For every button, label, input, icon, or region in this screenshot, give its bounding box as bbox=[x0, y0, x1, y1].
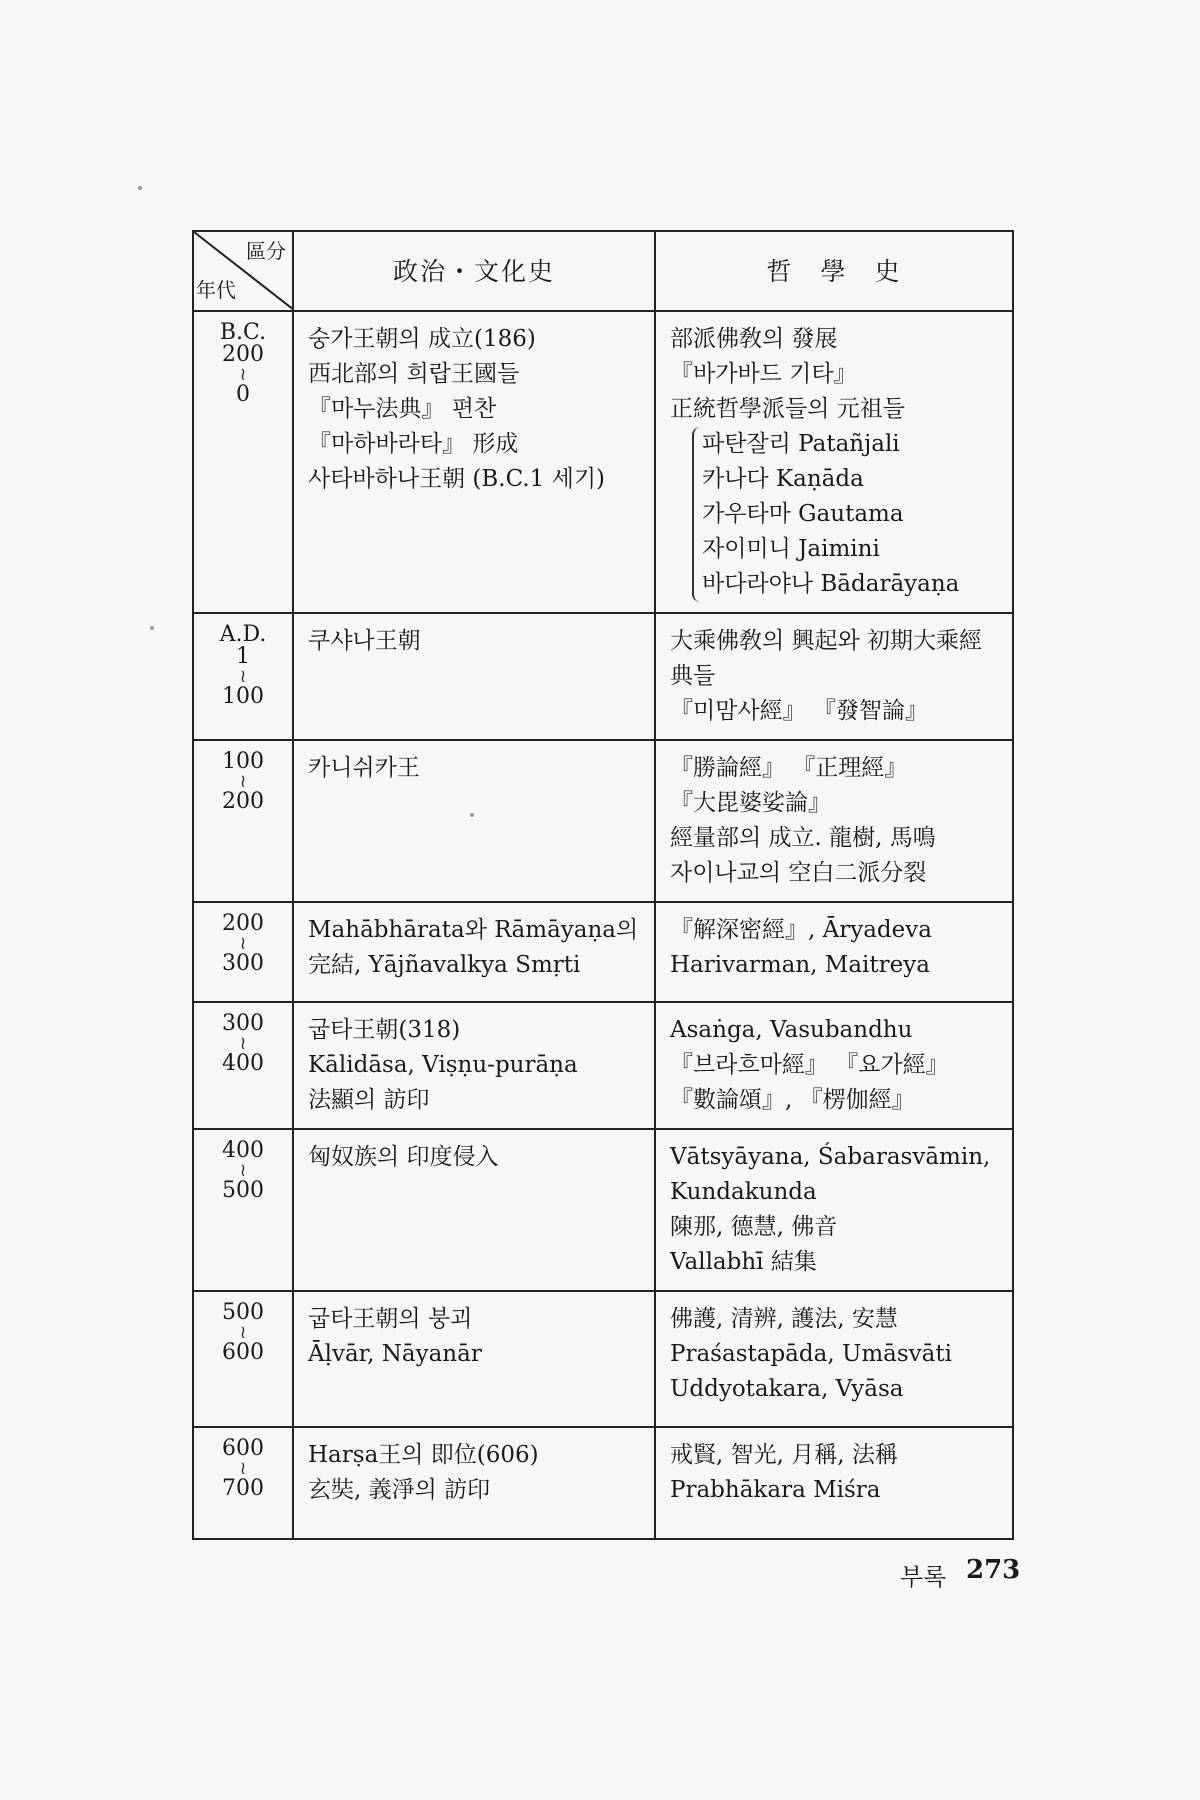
philosophy-cell bbox=[655, 1427, 1013, 1539]
philosophy-entry: 『解深密經』, Āryadeva bbox=[670, 917, 932, 943]
era-cell bbox=[193, 740, 293, 902]
philosophy-entry: Uddyotakara, Vyāsa bbox=[670, 1376, 904, 1402]
era-text: 200 bbox=[222, 789, 264, 814]
philosophy-entry: 戒賢, 智光, 月稱, 法稱 bbox=[670, 1442, 898, 1468]
corner-header-cell bbox=[193, 231, 293, 311]
political-entry: 카니쉬카王 bbox=[308, 755, 420, 781]
era-text: 100 bbox=[222, 749, 264, 774]
era-text: 600 bbox=[222, 1436, 264, 1461]
political-entry: 玄奘, 義淨의 訪印 bbox=[308, 1477, 491, 1503]
philosophy-cell bbox=[655, 1291, 1013, 1427]
table-row bbox=[193, 1129, 1013, 1291]
philosophy-entry: Vallabhī 結集 bbox=[670, 1249, 817, 1275]
political-entry: 사타바하나王朝 (B.C.1 세기) bbox=[308, 466, 606, 492]
scan-speck bbox=[150, 626, 154, 630]
era-text: 500 bbox=[222, 1300, 264, 1325]
school-founder-entry: 바다라야나 Bādarāyaṇa bbox=[702, 571, 960, 597]
era-text: 400 bbox=[222, 1138, 264, 1163]
philosophy-entry: 『미맘사經』 『發智論』 bbox=[670, 698, 928, 724]
philosophy-entry: Harivarman, Maitreya bbox=[670, 952, 930, 978]
political-entry: 西北部의 희랍王國들 bbox=[308, 361, 520, 387]
philosophy-entry: 部派佛敎의 發展 bbox=[670, 326, 838, 352]
corner-category-label: 區分 bbox=[246, 239, 286, 263]
era-text: 500 bbox=[222, 1178, 264, 1203]
political-entry: 굽타王朝의 붕괴 bbox=[308, 1306, 473, 1332]
philosophy-cell bbox=[655, 613, 1013, 740]
era-text: ≀ bbox=[239, 1160, 247, 1181]
philosophy-cell bbox=[655, 1002, 1013, 1129]
era-text: ≀ bbox=[239, 1322, 247, 1343]
philosophy-entry: Praśastapāda, Umāsvāti bbox=[670, 1341, 952, 1367]
era-text: 300 bbox=[222, 1011, 264, 1036]
political-entry: Mahābhārata와 Rāmāyaṇa의 bbox=[308, 917, 639, 943]
scan-speck bbox=[138, 186, 142, 190]
political-cell bbox=[293, 311, 655, 613]
political-entry: Kālidāsa, Viṣṇu-purāṇa bbox=[308, 1052, 578, 1078]
philosophy-entry: 『大毘婆娑論』 bbox=[670, 790, 831, 816]
school-founder-entry: 파탄잘리 Patañjali bbox=[702, 431, 900, 457]
philosophy-entry: Vātsyāyana, Śabarasvāmin, bbox=[670, 1144, 991, 1170]
school-founder-entry: 가우타마 Gautama bbox=[702, 501, 904, 527]
page-number: 273 bbox=[966, 1555, 1021, 1585]
era-text: 1 bbox=[236, 644, 250, 669]
era-cell bbox=[193, 311, 293, 613]
political-entry: 『마누法典』 편찬 bbox=[308, 396, 497, 422]
era-text: 600 bbox=[222, 1340, 264, 1365]
philosophy-entry: 經量部의 成立. 龍樹, 馬鳴 bbox=[670, 825, 936, 851]
philosophy-cell bbox=[655, 1129, 1013, 1291]
philosophy-entry: 자이나교의 空白二派分裂 bbox=[670, 860, 927, 886]
era-text: ≀ bbox=[239, 1033, 247, 1054]
table-row bbox=[193, 311, 1013, 613]
era-text: ≀ bbox=[239, 666, 247, 687]
philosophy-entry: 正統哲學派들의 元祖들 bbox=[670, 396, 905, 422]
philosophy-entry: 『브라흐마經』 『요가經』 bbox=[670, 1052, 949, 1078]
era-text: 200 bbox=[222, 911, 264, 936]
political-cell bbox=[293, 613, 655, 740]
era-text: 400 bbox=[222, 1051, 264, 1076]
era-cell bbox=[193, 1291, 293, 1427]
school-founder-entry: 카나다 Kaṇāda bbox=[702, 466, 864, 492]
era-text: ≀ bbox=[239, 771, 247, 792]
philosophy-entry: Asaṅga, Vasubandhu bbox=[670, 1017, 913, 1043]
era-text: B.C. bbox=[219, 320, 267, 345]
political-history-header: 政治・文化史 bbox=[293, 231, 655, 311]
political-entry: 『마하바라타』 形成 bbox=[308, 431, 519, 457]
political-cell bbox=[293, 902, 655, 1002]
political-entry: Āḷvār, Nāyanār bbox=[308, 1341, 482, 1367]
political-entry: 法顯의 訪印 bbox=[308, 1087, 430, 1113]
political-cell bbox=[293, 1002, 655, 1129]
philosophy-history-header: 哲 學 史 bbox=[655, 231, 1013, 311]
table-row bbox=[193, 902, 1013, 1002]
political-entry: 完結, Yājñavalkya Smṛti bbox=[308, 952, 581, 978]
political-cell bbox=[293, 1129, 655, 1291]
table-row bbox=[193, 1427, 1013, 1539]
table-row bbox=[193, 740, 1013, 902]
political-cell bbox=[293, 740, 655, 902]
header-row bbox=[193, 231, 1013, 311]
school-founders-brace-group bbox=[692, 427, 998, 602]
philosophy-entry: Kundakunda bbox=[670, 1179, 817, 1205]
philosophy-entry: 典들 bbox=[670, 663, 716, 689]
era-text: 100 bbox=[222, 684, 264, 709]
era-cell bbox=[193, 902, 293, 1002]
era-cell bbox=[193, 1427, 293, 1539]
era-cell bbox=[193, 1002, 293, 1129]
table-body bbox=[193, 311, 1013, 1539]
appendix-label: 부록 bbox=[900, 1563, 947, 1591]
table-row bbox=[193, 613, 1013, 740]
philosophy-entry: 『數論頌』, 『楞伽經』 bbox=[670, 1087, 915, 1113]
philosophy-entry: 『바가바드 기타』 bbox=[670, 361, 857, 387]
political-entry: 숭가王朝의 成立(186) bbox=[308, 326, 536, 352]
philosophy-cell bbox=[655, 311, 1013, 613]
corner-period-label: 年代 bbox=[196, 278, 236, 302]
political-entry: 쿠샤나王朝 bbox=[308, 628, 421, 654]
philosophy-cell bbox=[655, 740, 1013, 902]
era-text: 300 bbox=[222, 951, 264, 976]
table-row bbox=[193, 1002, 1013, 1129]
era-text: ≀ bbox=[239, 933, 247, 954]
school-founder-entry: 자이미니 Jaimini bbox=[702, 536, 880, 562]
era-text: A.D. bbox=[219, 622, 267, 647]
era-text: 200 bbox=[222, 342, 264, 367]
philosophy-entry: 大乘佛敎의 興起와 初期大乘經 bbox=[670, 628, 983, 654]
philosophy-cell bbox=[655, 902, 1013, 1002]
political-cell bbox=[293, 1427, 655, 1539]
philosophy-entry: 陳那, 德慧, 佛音 bbox=[670, 1214, 838, 1240]
table-row bbox=[193, 1291, 1013, 1427]
philosophy-entry: 佛護, 清辨, 護法, 安慧 bbox=[670, 1306, 898, 1332]
chronology-table bbox=[192, 230, 1014, 1540]
political-cell bbox=[293, 1291, 655, 1427]
era-text: 0 bbox=[236, 382, 250, 407]
era-text: ≀ bbox=[239, 1458, 247, 1479]
era-text: 700 bbox=[222, 1476, 264, 1501]
political-entry: 굽타王朝(318) bbox=[308, 1017, 461, 1043]
era-cell bbox=[193, 1129, 293, 1291]
political-entry: 匈奴族의 印度侵入 bbox=[308, 1144, 499, 1170]
political-entry: Harṣa王의 即位(606) bbox=[308, 1442, 539, 1468]
era-cell bbox=[193, 613, 293, 740]
philosophy-entry: Prabhākara Miśra bbox=[670, 1477, 881, 1503]
era-text: ≀ bbox=[239, 364, 247, 385]
philosophy-entry: 『勝論經』 『正理經』 bbox=[670, 755, 908, 781]
